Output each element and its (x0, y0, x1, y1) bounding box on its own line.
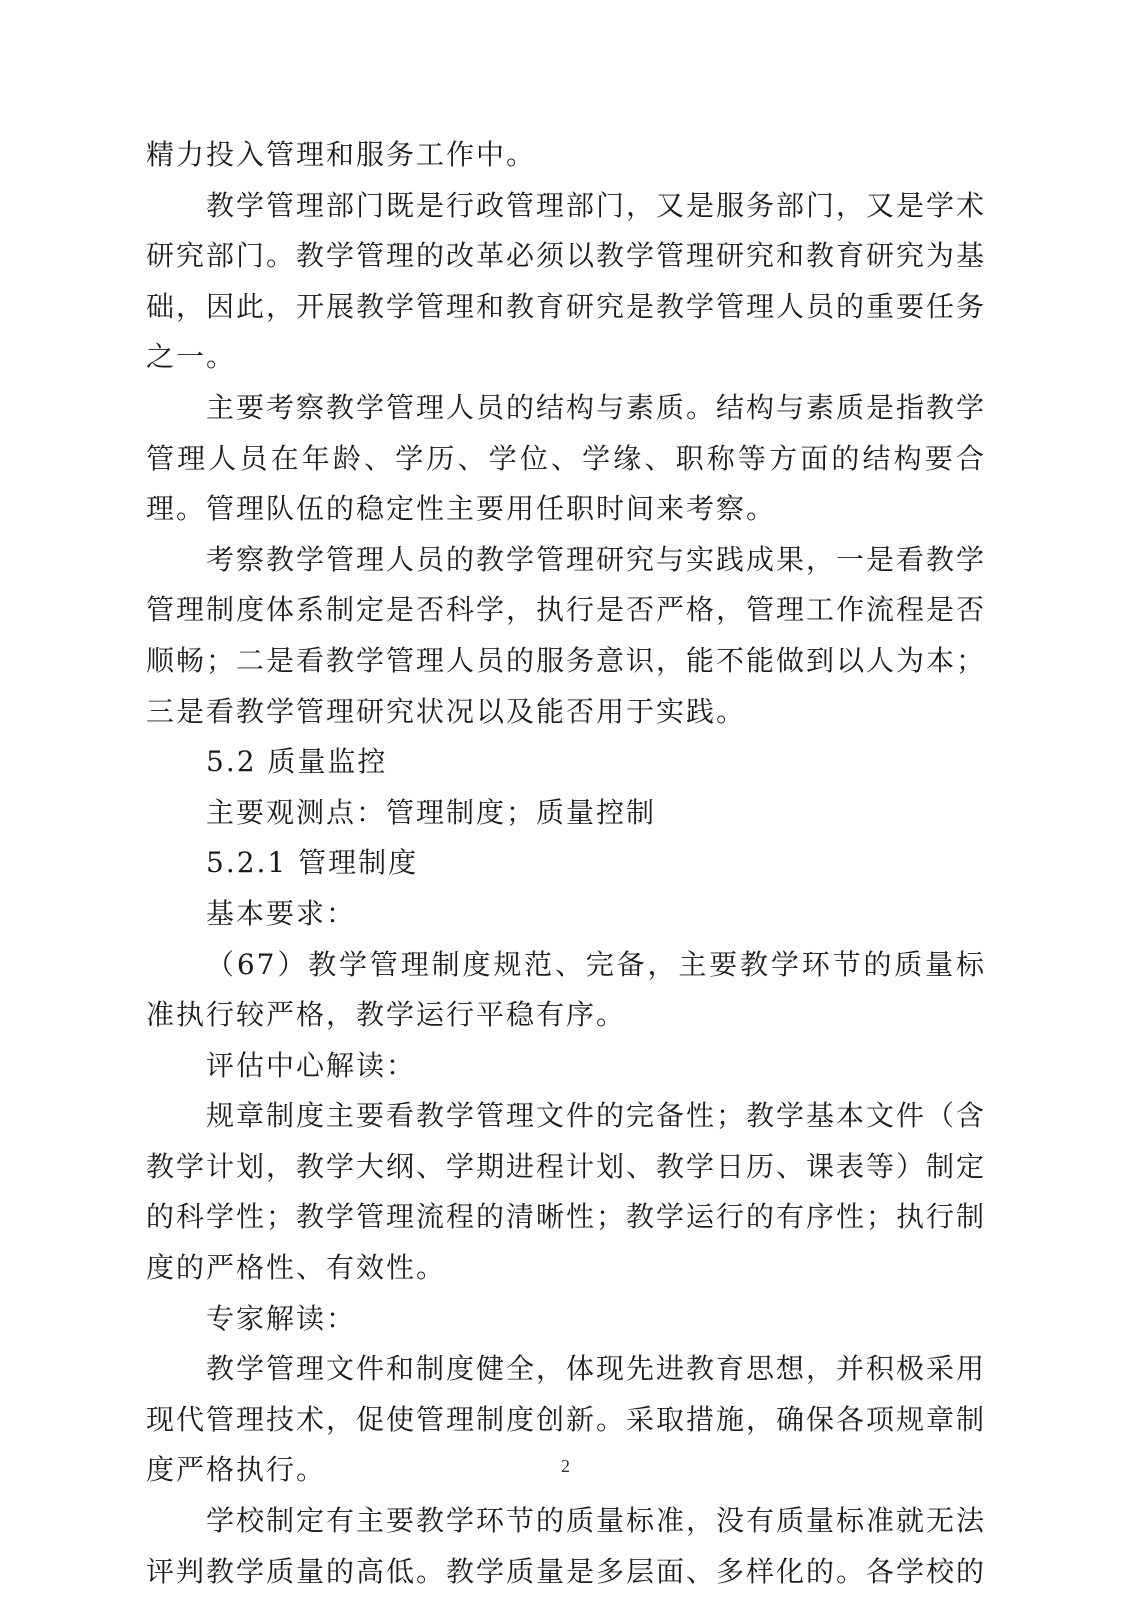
label-basic-requirements: 基本要求： (206, 896, 357, 930)
paragraph: 教学管理文件和制度健全，体现先进教育思想，并积极采用现代管理技术，促使管理制度创新。采取措施，确保各项规章制度严格执行。 (146, 1352, 987, 1487)
requirement-item: （67）教学管理制度规范、完备，主要教学环节的质量标准执行较严格，教学运行平稳有序。 (146, 947, 986, 1032)
observation-points: 主要观测点：管理制度；质量控制 (206, 795, 657, 829)
label-center-interpretation: 评估中心解读： (206, 1048, 417, 1082)
page-number: 2 (561, 1456, 570, 1476)
paragraph: 规章制度主要看教学管理文件的完备性；教学基本文件（含教学计划，教学大纲、学期进程计划、教学日历、课表等）制定的科学性；教学管理流程的清晰性；教学运行的有序性；执行制度的严格性、有效性。 (146, 1099, 987, 1285)
paragraph: 考察教学管理人员的教学管理研究与实践成果，一是看教学管理制度体系制定是否科学，执行是否严格，管理工作流程是否顺畅；二是看教学管理人员的服务意识，能不能做到以人为本；三是看教学管理研究状况以及能否用于实践。 (146, 542, 987, 728)
paragraph: 精力投入管理和服务工作中。 (146, 138, 537, 171)
section-heading: 5.2 质量监控 (206, 745, 388, 779)
paragraph: 学校制定有主要教学环节的质量标准，没有质量标准就无法评判教学质量的高低。教学质量是多层面、多样化的。各学校的 (146, 1504, 987, 1588)
document-body (146, 130, 986, 1597)
label-expert-interpretation: 专家解读： (206, 1301, 357, 1335)
subsection-heading: 5.2.1 管理制度 (206, 846, 419, 880)
paragraph: 主要考察教学管理人员的结构与素质。结构与素质是指教学管理人员在年龄、学历、学位、学缘、职称等方面的结构要合理。管理队伍的稳定性主要用任职时间来考察。 (146, 390, 987, 526)
paragraph: 教学管理部门既是行政管理部门，又是服务部门，又是学术研究部门。教学管理的改革必须以教学管理研究和教育研究为基础，因此，开展教学管理和教育研究是教学管理人员的重要任务之一。 (146, 188, 987, 374)
